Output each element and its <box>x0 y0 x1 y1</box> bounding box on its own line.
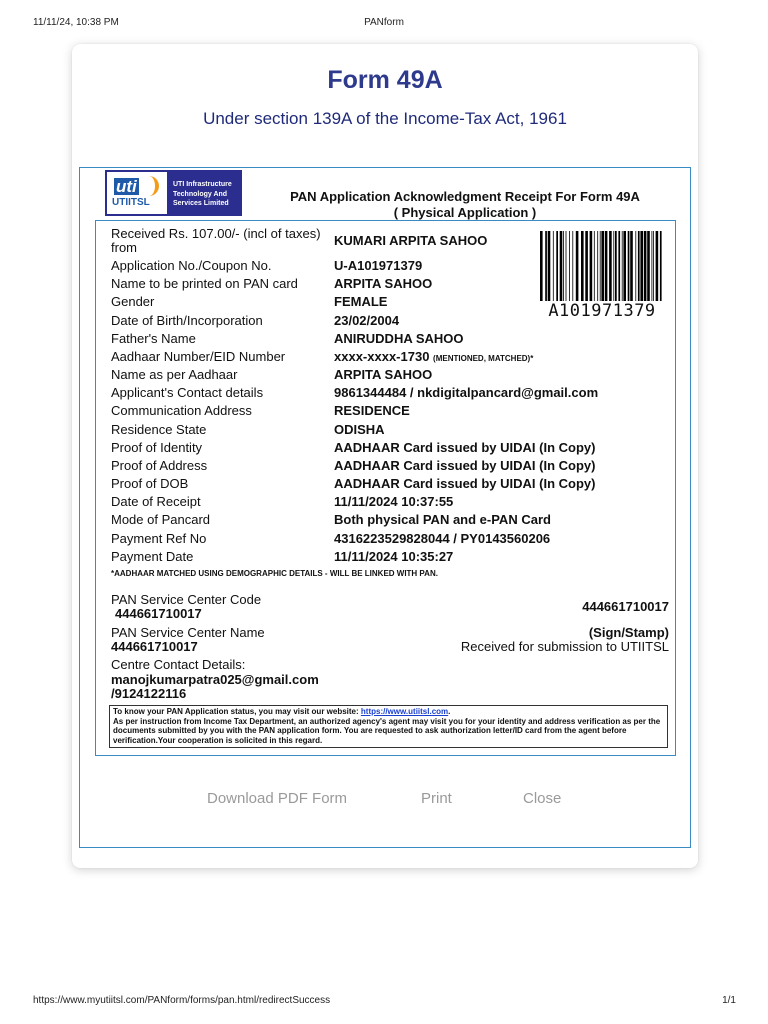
aadhaar-match-status: (MENTIONED, MATCHED)* <box>433 354 534 363</box>
barcode-bar <box>560 231 563 301</box>
pan-status-info-box: To know your PAN Application status, you may visit our website: https://www.utiitsl.com. As per instruction from Income Tax Department, an authorized agency's agent may visit you for your identity and address verification as per the documents submitted by you with the PAN application form. You are requested to ask authorization letter/ID card from the agent before verification.Your cooperation is solicited in this regard. <box>109 705 668 748</box>
centre-contact-label: Centre Contact Details: <box>111 657 246 672</box>
field-value-aadhaar-name: ARPITA SAHOO <box>334 367 433 382</box>
form-subtitle: Under section 139A of the Income-Tax Act, 1961 <box>203 109 567 128</box>
field-label-proof-address: Proof of Address <box>111 458 208 473</box>
field-value-dob: 23/02/2004 <box>334 313 400 328</box>
application-barcode <box>539 231 664 301</box>
barcode-bar <box>618 231 620 301</box>
barcode-bar <box>615 231 617 301</box>
ack-title-line1: PAN Application Acknowledgment Receipt For Form 49A <box>290 189 640 204</box>
field-value-payment-date: 11/11/2024 10:35:27 <box>334 549 454 564</box>
barcode-bar <box>548 231 551 301</box>
field-value-mode-pancard: Both physical PAN and e-PAN Card <box>334 512 551 527</box>
field-value-payment-ref: 4316223529828044 / PY0143560206 <box>334 531 551 546</box>
field-value-application-no: U-A101971379 <box>334 258 423 273</box>
field-label-residence-state: Residence State <box>111 422 207 437</box>
received-for-submission: Received for submission to UTIITSL <box>460 639 669 654</box>
service-center-code-label: PAN Service Center Code <box>111 592 262 607</box>
aadhaar-note: *AADHAAR MATCHED USING DEMOGRAPHIC DETAILS - WILL BE LINKED WITH PAN. <box>111 569 438 578</box>
barcode-bar <box>566 231 567 301</box>
field-label-aadhaar-number: Aadhaar Number/EID Number <box>111 349 286 364</box>
barcode-bar <box>576 231 579 301</box>
barcode-bar <box>640 231 643 301</box>
barcode-bar <box>601 231 604 301</box>
field-value-proof-identity: AADHAAR Card issued by UIDAI (In Copy) <box>334 440 596 455</box>
field-label-contact: Applicant's Contact details <box>111 385 264 400</box>
close-button[interactable]: Close <box>523 790 562 807</box>
service-center-name-label: PAN Service Center Name <box>111 625 265 640</box>
barcode-bar <box>652 231 653 301</box>
verification-notice: As per instruction from Income Tax Department, an authorized agency's agent may visit you for your identity and address verification as per the documents submitted by you with the PAN application form. You are requested to ask authorization letter/ID card from the agent before verification.Your cooperation is solicited in this regard. <box>113 716 661 745</box>
field-label-proof-dob: Proof of DOB <box>111 476 189 491</box>
barcode-bar <box>563 231 564 301</box>
field-value-pan-name: ARPITA SAHOO <box>334 276 433 291</box>
field-label-mode-pancard: Mode of Pancard <box>111 512 211 527</box>
acknowledgment-title <box>250 189 680 221</box>
barcode-bar <box>613 231 614 301</box>
form-title: Form 49A <box>327 66 443 94</box>
barcode-bar <box>628 231 630 301</box>
field-value-proof-dob: AADHAAR Card issued by UIDAI (In Copy) <box>334 476 596 491</box>
field-value-contact: 9861344484 / nkdigitalpancard@gmail.com <box>334 385 599 400</box>
barcode-bar <box>569 231 570 301</box>
barcode-bar <box>630 231 633 301</box>
service-center-code-right: 444661710017 <box>582 599 669 614</box>
centre-contact-email: manojkumarpatra025@gmail.com <box>111 672 319 687</box>
barcode-bar <box>600 231 601 301</box>
field-value-father-name: ANIRUDDHA SAHOO <box>334 331 464 346</box>
received-from-value: KUMARI ARPITA SAHOO <box>334 233 488 248</box>
barcode-bar <box>594 231 595 301</box>
service-center-name-value: 444661710017 <box>111 639 198 654</box>
barcode-bar <box>635 231 636 301</box>
barcode-bar <box>605 231 608 301</box>
logo-company-name: UTI Infrastructure Technology And Services Limited <box>173 181 232 207</box>
field-label-dob: Date of Birth/Incorporation <box>111 313 263 328</box>
barcode-bar <box>572 231 573 301</box>
field-label-date-receipt: Date of Receipt <box>111 494 201 509</box>
barcode-bar <box>653 231 654 301</box>
field-value-date-receipt: 11/11/2024 10:37:55 <box>334 494 454 509</box>
field-label-communication-address: Communication Address <box>111 403 252 418</box>
field-label-application-no: Application No./Coupon No. <box>111 258 272 273</box>
field-label-gender: Gender <box>111 294 155 309</box>
barcode-number: A101971379 <box>548 301 656 321</box>
print-url: https://www.myutiitsl.com/PANform/forms/pan.html/redirectSuccess <box>33 995 331 1006</box>
barcode-bar <box>656 231 659 301</box>
centre-contact-phone: /9124122116 <box>111 686 187 701</box>
barcode-bar <box>644 231 647 301</box>
barcode-bar <box>545 231 547 301</box>
field-value-communication-address: RESIDENCE <box>334 403 410 418</box>
ack-title-line2: ( Physical Application ) <box>393 205 537 220</box>
utiitsl-logo <box>105 170 242 216</box>
barcode-bar <box>581 231 584 301</box>
print-button[interactable]: Print <box>421 790 452 807</box>
print-page-title: PANform <box>364 17 404 28</box>
print-timestamp: 11/11/24, 10:38 PM <box>33 17 119 28</box>
field-label-payment-ref: Payment Ref No <box>111 531 207 546</box>
field-label-pan-name: Name to be printed on PAN card <box>111 276 298 291</box>
logo-utiitsl-text: UTIITSL <box>112 197 150 208</box>
field-label-aadhaar-name: Name as per Aadhaar <box>111 367 238 382</box>
barcode-bar <box>540 231 543 301</box>
sign-stamp-label: (Sign/Stamp) <box>588 625 669 640</box>
barcode-bar <box>590 231 593 301</box>
barcode-bar <box>660 231 662 301</box>
field-label-payment-date: Payment Date <box>111 549 194 564</box>
barcode-bar <box>622 231 623 301</box>
barcode-bar <box>585 231 588 301</box>
field-value-residence-state: ODISHA <box>334 422 385 437</box>
download-pdf-button[interactable]: Download PDF Form <box>207 790 348 807</box>
field-label-father-name: Father's Name <box>111 331 196 346</box>
field-label-proof-identity: Proof of Identity <box>111 440 203 455</box>
received-from-label: Received Rs. 107.00/- (incl of taxes) from <box>111 226 321 255</box>
barcode-bar <box>623 231 626 301</box>
barcode-bar <box>638 231 640 301</box>
barcode-bar <box>553 231 554 301</box>
logo-uti-text: uti <box>116 177 137 196</box>
barcode-bar <box>556 231 558 301</box>
service-center-code-value: 444661710017 <box>115 606 202 621</box>
field-value-gender: FEMALE <box>334 294 388 309</box>
field-value-proof-address: AADHAAR Card issued by UIDAI (In Copy) <box>334 458 596 473</box>
barcode-bar <box>597 231 598 301</box>
barcode-bar <box>647 231 650 301</box>
print-page-number: 1/1 <box>722 995 736 1006</box>
field-value-aadhaar-number: xxxx-xxxx-1730 (MENTIONED, MATCHED)* <box>334 349 534 364</box>
utiitsl-website-link[interactable]: https://www.utiitsl.com <box>360 707 449 716</box>
barcode-bar <box>609 231 612 301</box>
